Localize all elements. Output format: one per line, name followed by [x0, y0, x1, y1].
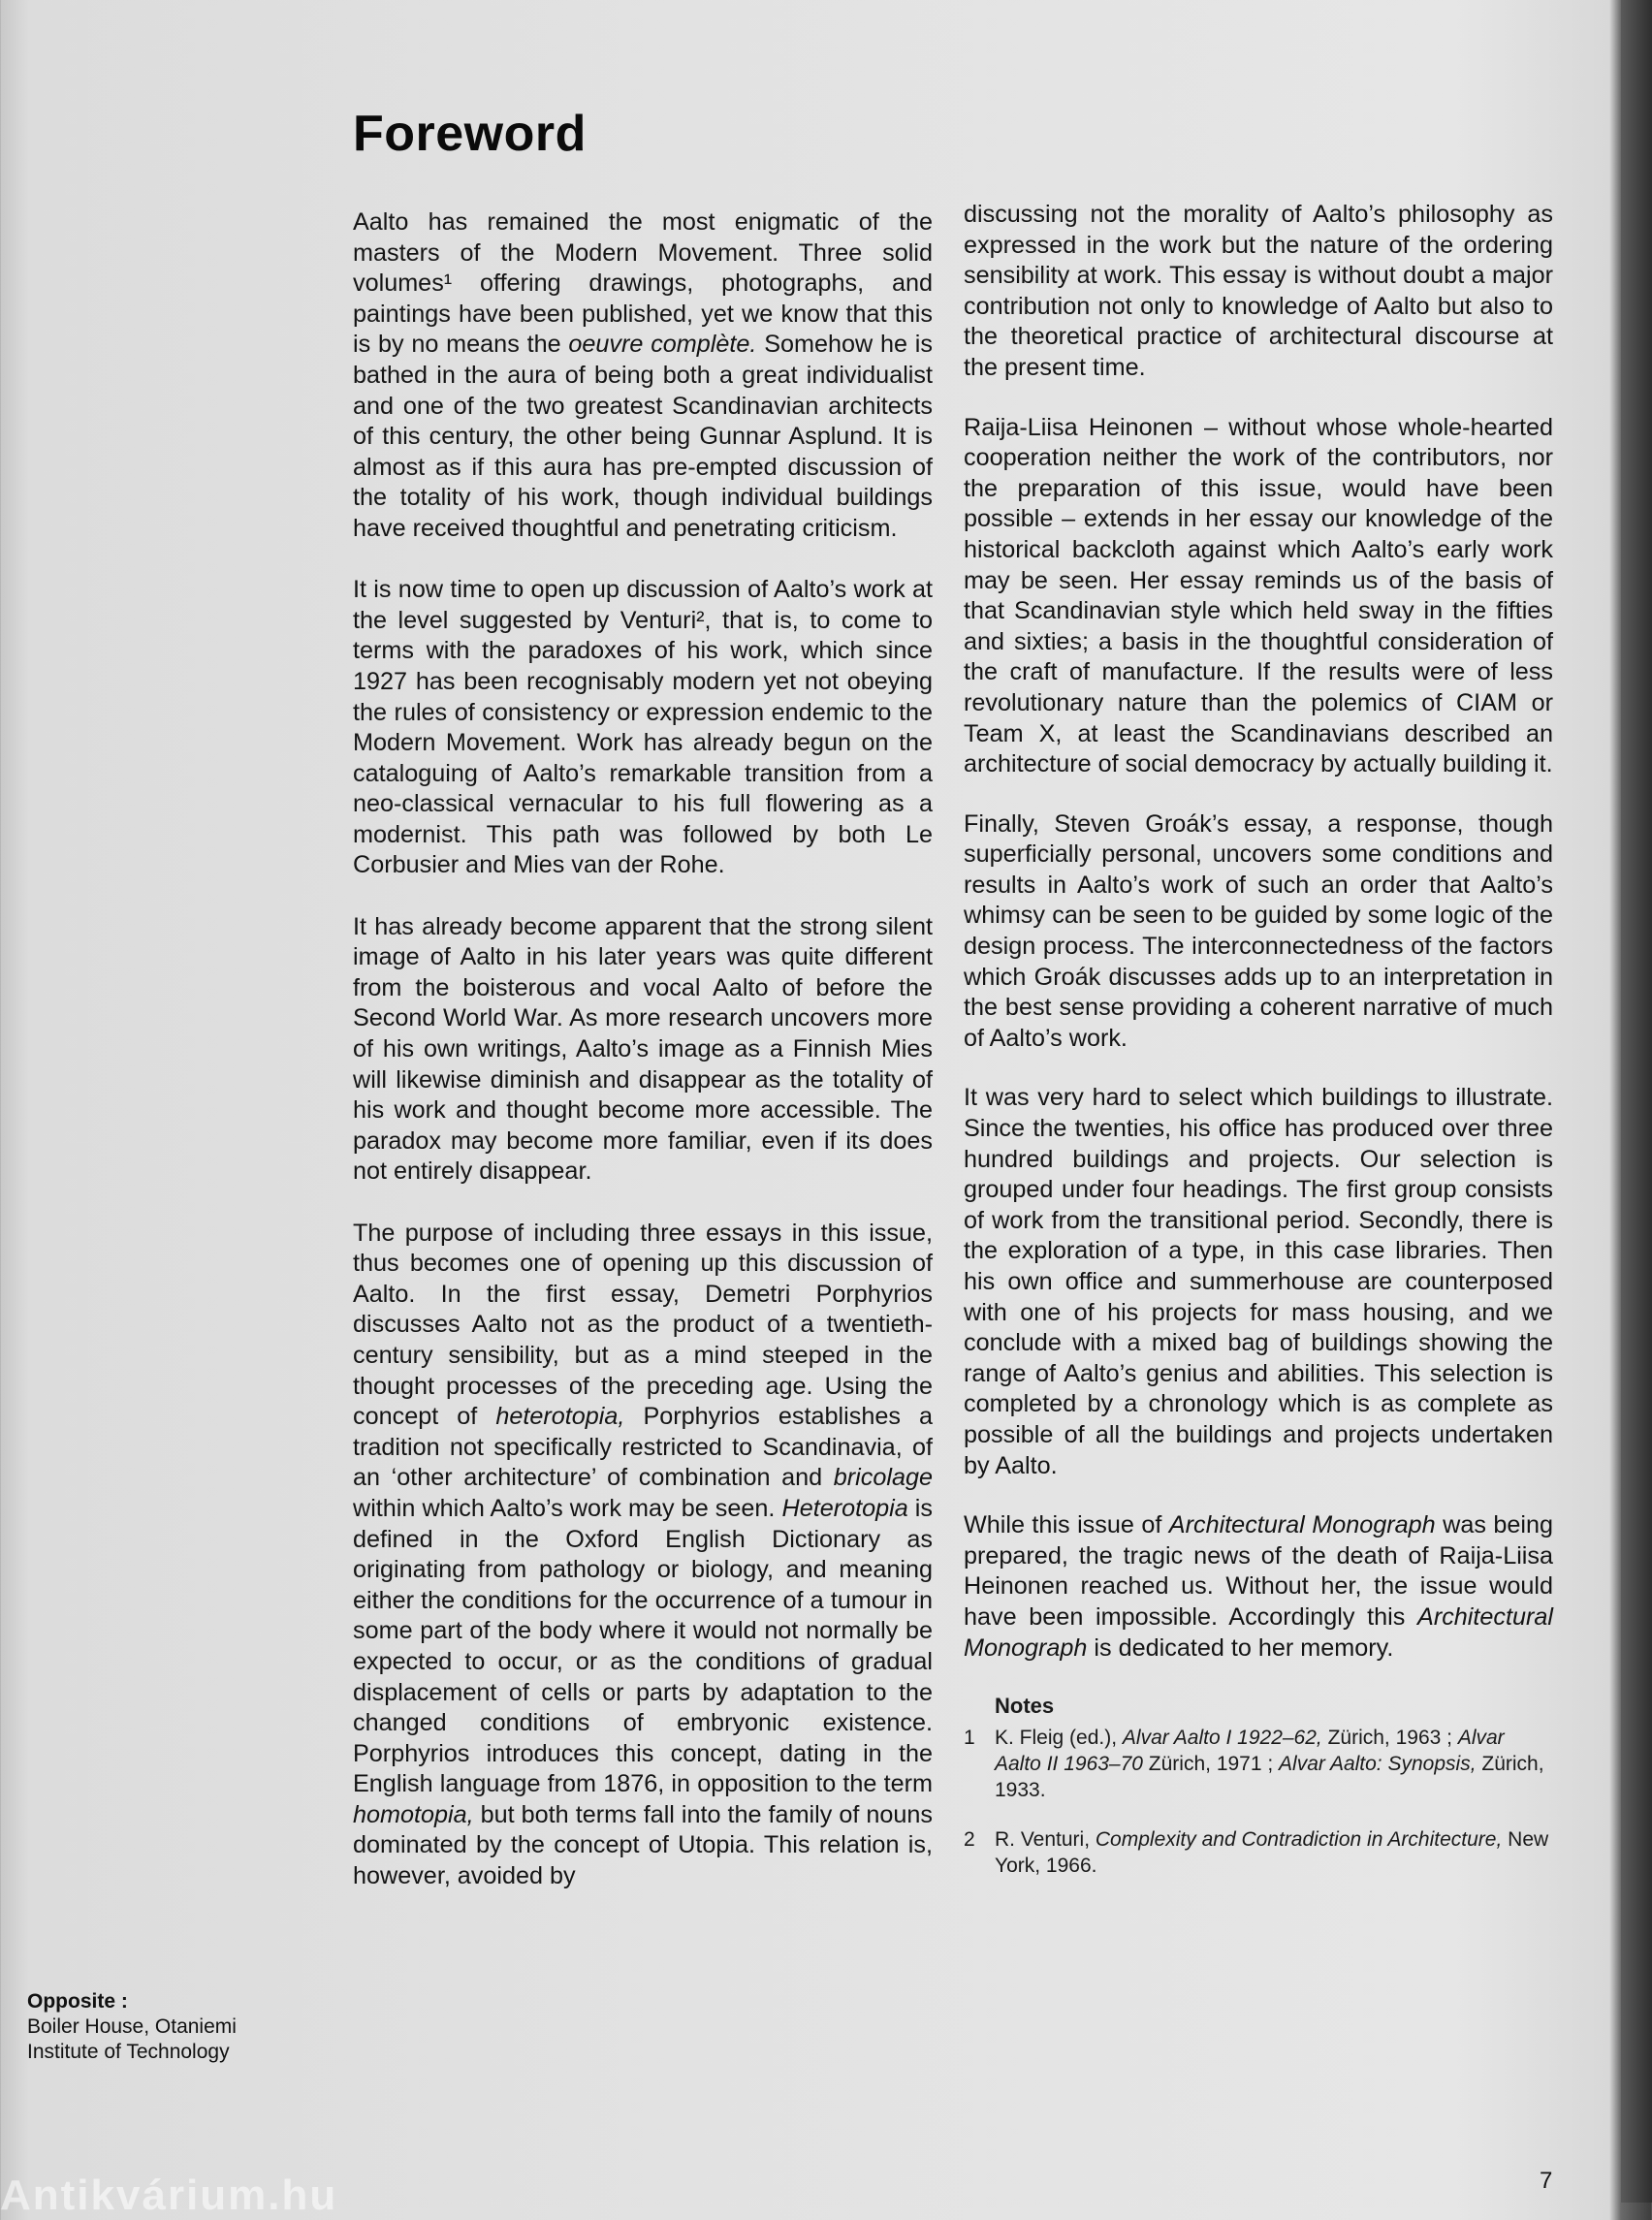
- italic-text: Heterotopia: [781, 1494, 908, 1522]
- caption-text-line: Boiler House, Otaniemi: [27, 2015, 237, 2038]
- note-text-part: Alvar Aalto II 1963–70: [995, 1727, 1505, 1776]
- caption-text-line: Institute of Technology: [27, 2041, 230, 2063]
- italic-text: Architectural Monograph: [964, 1602, 1553, 1662]
- note-text-part: R. Venturi,: [995, 1828, 1096, 1852]
- body-paragraph: [964, 809, 1553, 1055]
- paragraph-text: Finally, Steven Groák’s essay, a response, though superficially personal, uncovers some conditions and results in Aalto’s work of such an order that Aalto’s whimsy can be seen to be guided by some logic of the design process. The interconnectedness of the factors which Groák discusses adds up to an interpretation in the best sense providing a coherent narrative of much of Aalto’s work.: [964, 809, 1553, 1052]
- paragraph-text: discussing not the morality of Aalto’s philosophy as expressed in the work but the nature of the ordering sensibility at work. This essay is without doubt a major contribution not only to knowledge of Aalto but also to the theoretical practice of architectural discourse at the present time.: [964, 201, 1553, 381]
- paragraph-text: within which Aalto’s work may be seen.: [353, 1494, 782, 1522]
- body-paragraph: [964, 1083, 1553, 1481]
- paragraph-text: is defined in the Oxford English Dictionary as originating from pathology or biology, and meaning either the conditions for the occurrence of a tumour in some part of the body where it would not normally be expected to occur, or as the conditions of gradual displacement of cells or parts by adaptation to the changed conditions of embryonic existence. Porphyrios introduces this concept, dating in the English language from 1876, in opposition to the term: [353, 1494, 933, 1798]
- paragraph-text: Porphyrios establishes a tradition not specifically restricted to Scandinavia, of an ‘other architecture’ of combination and: [353, 1403, 933, 1492]
- note-text: [995, 1826, 1553, 1879]
- body-paragraph: [964, 413, 1553, 780]
- body-paragraph: [964, 200, 1553, 384]
- note-text: [995, 1725, 1553, 1803]
- note-text-part: K. Fleig (ed.),: [995, 1727, 1123, 1750]
- page-number: 7: [1540, 2168, 1553, 2194]
- note-text-part: Zürich, 1933.: [995, 1753, 1544, 1802]
- page-edge-shadow: [1621, 0, 1652, 2203]
- caption-label: Opposite :: [27, 1990, 128, 2013]
- note-item: [964, 1826, 1553, 1879]
- right-column: [964, 200, 1553, 1902]
- note-number: 1: [964, 1727, 975, 1750]
- note-text-part: Zürich, 1963 ;: [1321, 1727, 1458, 1750]
- body-paragraph: [353, 912, 933, 1188]
- paragraph-text: but both terms fall into the family of nouns dominated by the concept of Utopia. This relation is, however, avoided by: [353, 1800, 933, 1890]
- paragraph-text: It has already become apparent that the strong silent image of Aalto in his later years was quite different from the boisterous and vocal Aalto of before the Second World War. As more research uncovers more of his own writings, Aalto’s image as a Finnish Mies will likewise diminish and disappear as the totality of his work and thought become more accessible. The paradox may become more familiar, even if its does not entirely disappear.: [353, 912, 933, 1186]
- paragraph-text: is dedicated to her memory.: [1087, 1633, 1394, 1662]
- body-paragraph: [353, 575, 933, 881]
- paragraph-text: It was very hard to select which buildings to illustrate. Since the twenties, his office has produced over three hundred buildings and projects. Our selection is grouped under four headings. The first group consists of work from the transitional period. Secondly, there is the exploration of a type, in this case libraries. Then his own office and summerhouse are counterposed with one of his projects for mass housing, and we conclude with a mixed bag of buildings showing the range of Aalto’s genius and abilities. This selection is completed by a chronology which is as complete as possible of all the buildings and projects undertaken by Aalto.: [964, 1084, 1553, 1479]
- note-text-part: New York, 1966.: [995, 1828, 1549, 1878]
- note-item: [964, 1725, 1553, 1803]
- paragraph-text: was being prepared, the tragic news of the death of Raija-Liisa Heinonen reached us. Without her, the issue would have been impossible. Accordingly this: [964, 1511, 1553, 1631]
- note-text-part: Alvar Aalto: Synopsis,: [1279, 1753, 1477, 1776]
- right-column-paragraphs: [964, 200, 1553, 1664]
- italic-text: bricolage: [833, 1464, 933, 1492]
- photo-caption: [27, 1989, 279, 2065]
- body-paragraph: [964, 1510, 1553, 1664]
- note-text-part: Alvar Aalto I 1922–62,: [1122, 1727, 1322, 1750]
- note-text-part: Zürich, 1971 ;: [1142, 1753, 1280, 1776]
- italic-text: heterotopia,: [495, 1403, 625, 1431]
- italic-text: Architectural Monograph: [1168, 1511, 1436, 1539]
- page-title: Foreword: [353, 106, 587, 162]
- paragraph-text: Raija-Liisa Heinonen – without whose whole-hearted cooperation neither the work of the contributors, nor the preparation of this issue, would have been possible – extends in her essay our knowledge of the historical backcloth against which Aalto’s early work may be seen. Her essay reminds us of the basis of that Scandinavian style which held sway in the fifties and sixties; a basis in the thoughtful consideration of the craft of manufacture. If the results were of less revolutionary nature than the polemics of CIAM or Team X, at least the Scandinavians described an architecture of social democracy by actually building it.: [964, 413, 1553, 778]
- paragraph-text: Aalto has remained the most enigmatic of the masters of the Modern Movement. Three solid volumes¹ offering drawings, photographs, and paintings have been published, yet we know that this is by no means the: [353, 208, 933, 359]
- notes-section: [964, 1693, 1553, 1879]
- left-column: [353, 207, 933, 1922]
- watermark: Antikvárium.hu: [0, 2172, 338, 2219]
- note-number: 2: [964, 1828, 975, 1852]
- italic-text: oeuvre complète.: [568, 331, 757, 359]
- body-paragraph: [353, 207, 933, 545]
- paragraph-text: The purpose of including three essays in this issue, thus becomes one of opening up this discussion of Aalto. In the first essay, Demetri Porphyrios discusses Aalto not as the product of a twentieth-century sensibility, but as a mind steeped in the thought processes of the preceding age. Using the concept of: [353, 1219, 933, 1431]
- notes-heading: Notes: [995, 1694, 1055, 1719]
- italic-text: homotopia,: [353, 1800, 474, 1828]
- paragraph-text: It is now time to open up discussion of Aalto’s work at the level suggested by Venturi², that is, to come to terms with the paradoxes of his work, which since 1927 has been recognisably modern yet not obeying the rules of consistency or expression endemic to the Modern Movement. Work has already begun on the cataloguing of Aalto’s remarkable transition from a neo-classical vernacular to his full flowering as a modernist. This path was followed by both Le Corbusier and Mies van der Rohe.: [353, 576, 933, 879]
- paragraph-text: Somehow he is bathed in the aura of being both a great individualist and one of the two greatest Scandinavian architects of this century, the other being Gunnar Asplund. It is almost as if this aura has pre-empted discussion of the totality of his work, though individual buildings have received thoughtful and penetrating criticism.: [353, 331, 933, 542]
- paragraph-text: While this issue of: [964, 1511, 1169, 1539]
- body-paragraph: [353, 1219, 933, 1892]
- note-text-part: Complexity and Contradiction in Architecture,: [1095, 1828, 1503, 1852]
